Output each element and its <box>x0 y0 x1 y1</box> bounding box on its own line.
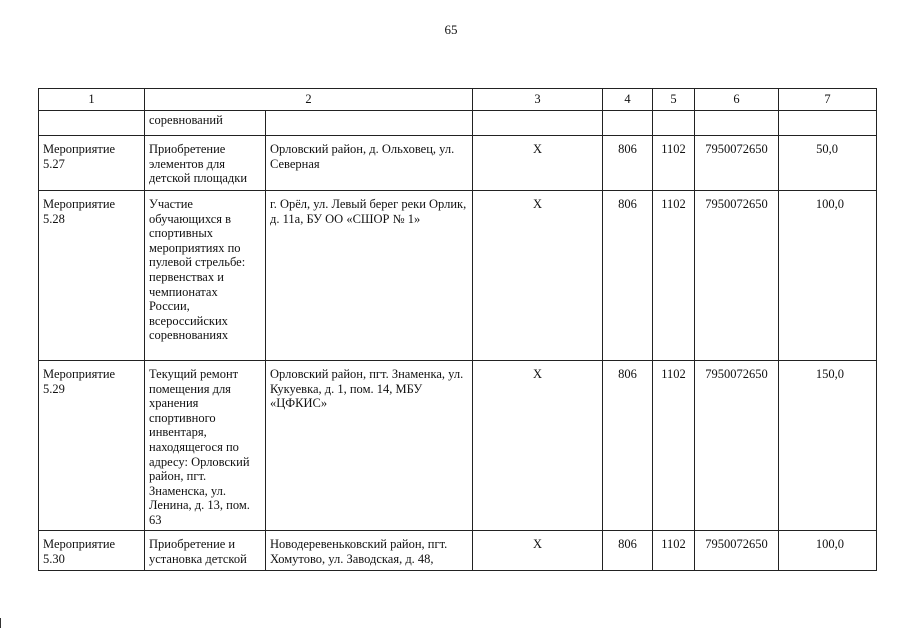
event-cell: Мероприятие 5.29 <box>39 361 145 531</box>
continuation-row <box>39 111 877 136</box>
col3-cell: Х <box>473 191 603 361</box>
col6-cell: 7950072650 <box>695 136 779 191</box>
col7-cell: 100,0 <box>779 191 877 361</box>
name-cell: Приобретение и установка детской <box>145 531 266 571</box>
event-cell: Мероприятие 5.27 <box>39 136 145 191</box>
table-row <box>39 136 877 191</box>
cont-name-cell: соревнований <box>145 111 266 136</box>
name-cell: Приобретение элементов для детской площадки <box>145 136 266 191</box>
col4-cell: 806 <box>603 136 653 191</box>
location-cell: Орловский район, пгт. Знаменка, ул. Кукуевка, д. 1, пом. 14, МБУ «ЦФКИС» <box>266 361 473 531</box>
location-cell: г. Орёл, ул. Левый берег реки Орлик, д. 11а, БУ ОО «СШОР № 1» <box>266 191 473 361</box>
col6-cell: 7950072650 <box>695 531 779 571</box>
location-cell: Новодеревеньковский район, пгт. Хомутово, ул. Заводская, д. 48, <box>266 531 473 571</box>
event-cell: Мероприятие 5.28 <box>39 191 145 361</box>
name-cell: Участие обучающихся в спортивных мероприятиях по пулевой стрельбе: первенствах и чемпионатах России, всероссийских соревнованиях <box>145 191 266 361</box>
col5-cell: 1102 <box>653 531 695 571</box>
table-row <box>39 361 877 531</box>
col5-cell: 1102 <box>653 136 695 191</box>
col3-cell: Х <box>473 531 603 571</box>
col6-cell: 7950072650 <box>695 361 779 531</box>
header-col-3: 3 <box>473 89 603 111</box>
cont-col5-cell <box>653 111 695 136</box>
budget-table <box>38 88 877 571</box>
col6-cell: 7950072650 <box>695 191 779 361</box>
header-row <box>39 89 877 111</box>
cont-col4-cell <box>603 111 653 136</box>
page-number: 65 <box>444 22 458 37</box>
header-col-2: 2 <box>145 89 473 111</box>
header-col-7: 7 <box>779 89 877 111</box>
col5-cell: 1102 <box>653 361 695 531</box>
name-cell: Текущий ремонт помещения для хранения спортивного инвентаря, находящегося по адресу: Орловский район, пгт. Знаменска, ул. Ленина, д. 13, пом. 63 <box>145 361 266 531</box>
table-row <box>39 191 877 361</box>
cont-location-cell <box>266 111 473 136</box>
scan-edge-mark <box>0 618 1 628</box>
cont-event-cell <box>39 111 145 136</box>
cont-col3-cell <box>473 111 603 136</box>
header-col-4: 4 <box>603 89 653 111</box>
event-cell: Мероприятие 5.30 <box>39 531 145 571</box>
col7-cell: 150,0 <box>779 361 877 531</box>
col4-cell: 806 <box>603 361 653 531</box>
col3-cell: Х <box>473 136 603 191</box>
header-col-5: 5 <box>653 89 695 111</box>
col4-cell: 806 <box>603 191 653 361</box>
header-col-1: 1 <box>39 89 145 111</box>
table-row <box>39 531 877 571</box>
cont-col6-cell <box>695 111 779 136</box>
col7-cell: 100,0 <box>779 531 877 571</box>
cont-col7-cell <box>779 111 877 136</box>
col4-cell: 806 <box>603 531 653 571</box>
location-cell: Орловский район, д. Ольховец, ул. Северная <box>266 136 473 191</box>
col3-cell: Х <box>473 361 603 531</box>
col7-cell: 50,0 <box>779 136 877 191</box>
header-col-6: 6 <box>695 89 779 111</box>
col5-cell: 1102 <box>653 191 695 361</box>
